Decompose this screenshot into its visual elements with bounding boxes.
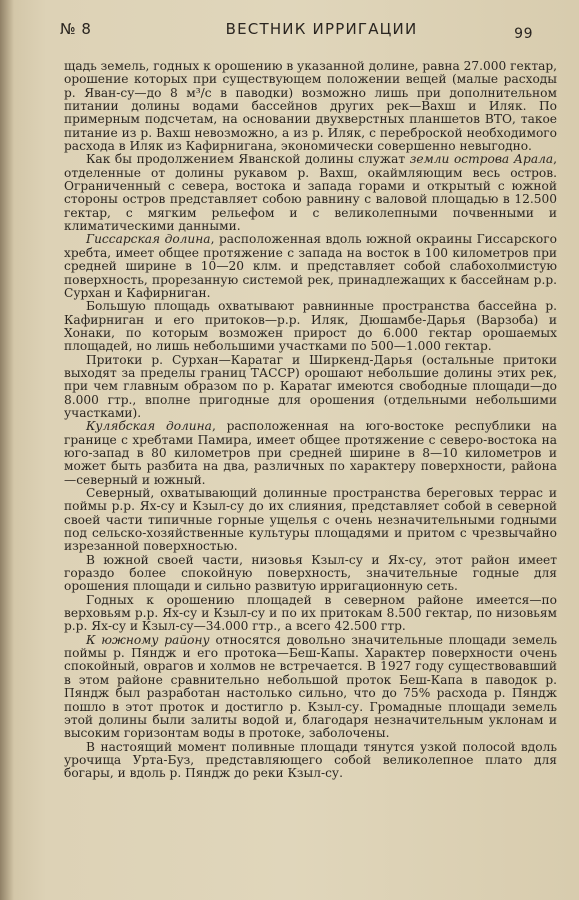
paragraph-text: относятся довольно значительные площади земель поймы р. Пяндж и его протока—Беш-Капы. Характер поверхности очень спокойный, оврагов и холмов не встречается. В 1927 году существовавший в этом районе сравнительно небольшой проток Беш-Капа в паводок р. Пяндж был разработан настолько сильно, что до 75% расхода р. Пяндж пошло в этот проток и достигло р. Кзыл-су. Громадные площади земель этой долины были залиты водой и, благодаря незначительным уклонам и высоким горизонтам воды в протоке, заболочены. [64, 632, 557, 741]
paragraph [64, 233, 557, 300]
paragraph: щадь земель, годных к орошению в указанной долине, равна 27.000 гектар, орошение которых при существующем положении вещей (малые расходы р. Яван-су—до 8 м³/с в паводки) возможно лишь при дополнительном питании долины водами бассейнов других рек—Вахш и Иляк. По примерным подсчетам, на основании двухверстных планшетов ВТО, такое питание из р. Вахш невозможно, а из р. Иляк, с переброской необходимого расхода в Иляк из Кафирнигана, экономически совершенно невыгодно. [64, 59, 558, 154]
paragraph: Большую площадь охватывают равнинные пространства бассейна р. Кафирниган и его притоков—р.р. Иляк, Дюшамбе-Дарья (Варзоба) и Хонаки, по которым возможен прирост до 6.000 гектар орошаемых площадей, но лишь небольшими участками по 500—1.000 гектар. [64, 299, 557, 354]
paragraph-text: Как бы продолжением Яванской долины служат [86, 152, 410, 167]
paragraph: Северный, охватывающий долинные пространства береговых террас и поймы р.р. Ях-су и Кзыл-су до их слияния, представляет собой в северной своей части типичные горные ущелья с очень незначительными годными под сельско-хозяйственные культуры площадями и притом с чрезвычайно изрезанной поверхностью. [64, 486, 557, 554]
page-header [60, 20, 533, 42]
paragraph-text: , отделенные от долины рукавом р. Вахш, окаймляющим весь остров. Ограниченный с севера, востока и запада горами и открытый с южной стороны остров представляет собою равнину с валовой площадью в 12.500 гектар, с мягким рельефом и с великолепными почвенными и климатическими данными. [64, 152, 557, 234]
paragraph: В южной своей части, низовья Кзыл-су и Ях-су, этот район имеет гораздо более спокойную поверхность, значительные годные для орошения площади и сильно развитую ирригационную сеть. [64, 552, 557, 594]
place-name-italic: Кулябская долина [86, 419, 212, 434]
paragraph [64, 634, 557, 741]
paragraph: В настоящий момент поливные площади тянутся узкой полосой вдоль урочища Урта-Буз, представляющего собой великолепное плато для богары, и вдоль р. Пяндж до реки Кзыл-су. [64, 739, 557, 781]
paragraph: Притоки р. Сурхан—Каратаг и Ширкенд-Дарья (остальные притоки выходят за пределы границ ТАССР) орошают небольшие долины этих рек, при чем главным образом по р. Каратаг имеются свободные площади—до 8.000 гтр., вполне пригодные для орошения (отдельными небольшими участками). [64, 352, 557, 420]
page-number: 99 [514, 26, 533, 42]
article-body [64, 60, 557, 781]
place-name-italic: К южному району [86, 632, 210, 647]
journal-title: ВЕСТНИК ИРРИГАЦИИ [225, 20, 418, 38]
issue-number: № 8 [60, 20, 92, 38]
paragraph [64, 420, 557, 487]
paragraph-text: , расположенная вдоль южной окраины Гиссарского хребта, имеет общее протяжение с запада на восток в 100 километров при средней ширине в 10—20 клм. и представляет собой слабохолмистую поверхность, прорезанную системой рек, принадлежащих к бассейнам р.р. Сурхан и Кафирниган. [64, 232, 557, 300]
paragraph: Годных к орошению площадей в северном районе имеется—по верховьям р.р. Ях-су и Кзыл-су и по их притокам 8.500 гектар, по низовьям р.р. Ях-су и Кзыл-су—34.000 гтр., а всего 42.500 гтр. [64, 592, 557, 634]
place-name-italic: Гиссарская долина [86, 232, 211, 247]
paragraph [64, 153, 557, 233]
paragraph-text: , расположенная на юго-востоке республики на границе с хребтами Памира, имеет общее протяжение с северо-востока на юго-запад в 80 километров при средней ширине в 8—10 километров и может быть разбита на два, различных по характеру поверхности, района—северный и южный. [64, 419, 557, 487]
place-name-italic: земли острова Арала [409, 152, 554, 167]
